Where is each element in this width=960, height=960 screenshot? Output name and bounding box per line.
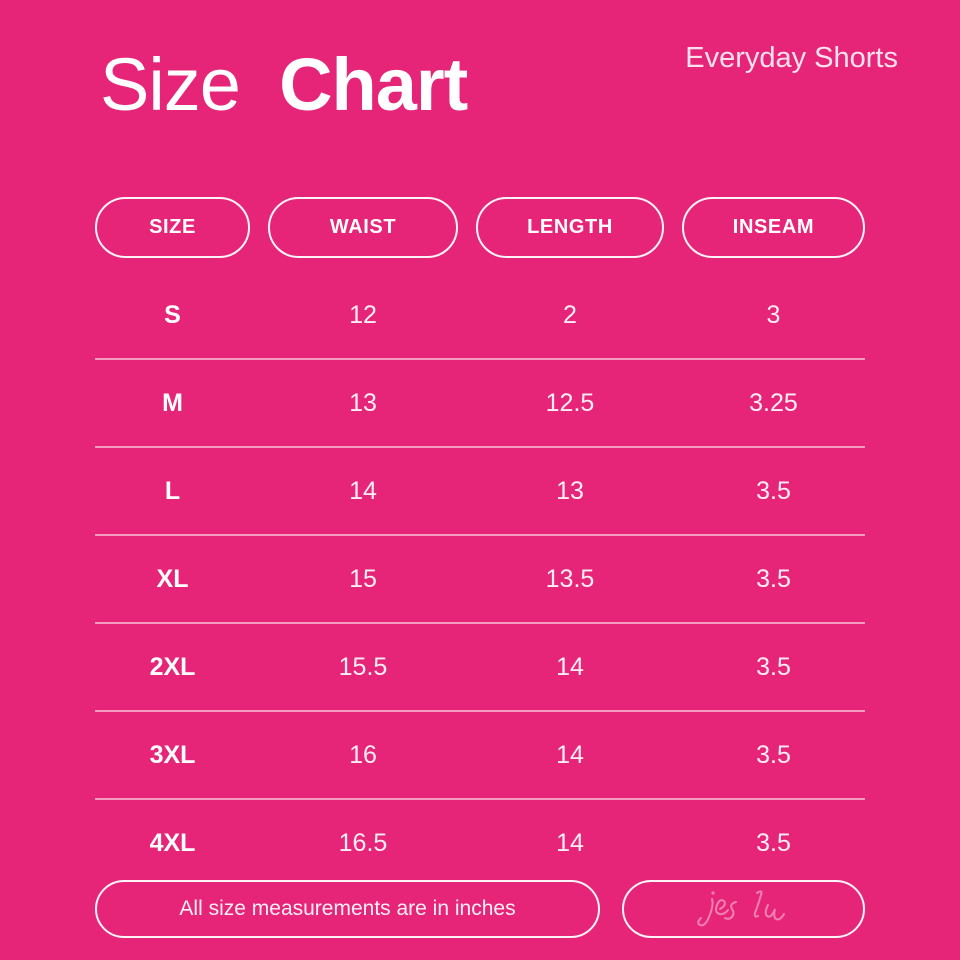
page-title xyxy=(100,44,467,125)
length-cell: 13.5 xyxy=(545,564,595,593)
inseam-cell: 3.5 xyxy=(756,740,791,769)
brand-signature-pill xyxy=(622,880,865,938)
product-name: Everyday Shorts xyxy=(685,42,898,74)
column-header-waist: WAIST xyxy=(268,197,458,258)
inseam-cell: 3.5 xyxy=(756,564,791,593)
length-cell: 14 xyxy=(556,740,584,769)
inseam-cell: 3 xyxy=(766,300,781,329)
length-cell: 14 xyxy=(556,652,584,681)
waist-cell: 14 xyxy=(349,476,377,505)
column-header-inseam: INSEAM xyxy=(682,197,865,258)
length-cell: 13 xyxy=(556,476,584,505)
waist-cell: 15.5 xyxy=(338,652,388,681)
page-title-space xyxy=(260,43,280,126)
column-header-row xyxy=(95,197,865,258)
size-cell: XL xyxy=(156,564,189,593)
size-cell: 4XL xyxy=(149,828,196,857)
length-cell: 14 xyxy=(556,828,584,857)
table-row xyxy=(95,360,865,446)
size-cell: 3XL xyxy=(149,740,196,769)
inseam-cell: 3.5 xyxy=(756,476,791,505)
waist-cell: 16.5 xyxy=(338,828,388,857)
length-cell: 2 xyxy=(563,300,577,329)
cursive-signature-icon xyxy=(689,885,799,933)
table-row xyxy=(95,536,865,622)
size-table xyxy=(95,272,865,886)
size-cell: L xyxy=(164,476,181,505)
waist-cell: 13 xyxy=(349,388,377,417)
measurement-note: All size measurements are in inches xyxy=(179,897,516,920)
page-title-bold: Chart xyxy=(279,43,468,126)
inseam-cell: 3.5 xyxy=(756,828,791,857)
footer xyxy=(95,880,865,938)
size-cell: 2XL xyxy=(149,652,196,681)
size-cell: M xyxy=(162,388,183,417)
table-row xyxy=(95,800,865,886)
inseam-cell: 3.5 xyxy=(756,652,791,681)
page-title-light: Size xyxy=(100,43,240,126)
waist-cell: 16 xyxy=(349,740,377,769)
waist-cell: 15 xyxy=(349,564,377,593)
table-row xyxy=(95,448,865,534)
table-row xyxy=(95,272,865,358)
measurement-note-pill xyxy=(95,880,600,938)
inseam-cell: 3.25 xyxy=(749,388,798,417)
waist-cell: 12 xyxy=(349,300,377,329)
size-cell: S xyxy=(164,300,181,329)
table-row xyxy=(95,712,865,798)
length-cell: 12.5 xyxy=(545,388,595,417)
column-header-length: LENGTH xyxy=(476,197,664,258)
table-row xyxy=(95,624,865,710)
column-header-size: SIZE xyxy=(95,197,250,258)
